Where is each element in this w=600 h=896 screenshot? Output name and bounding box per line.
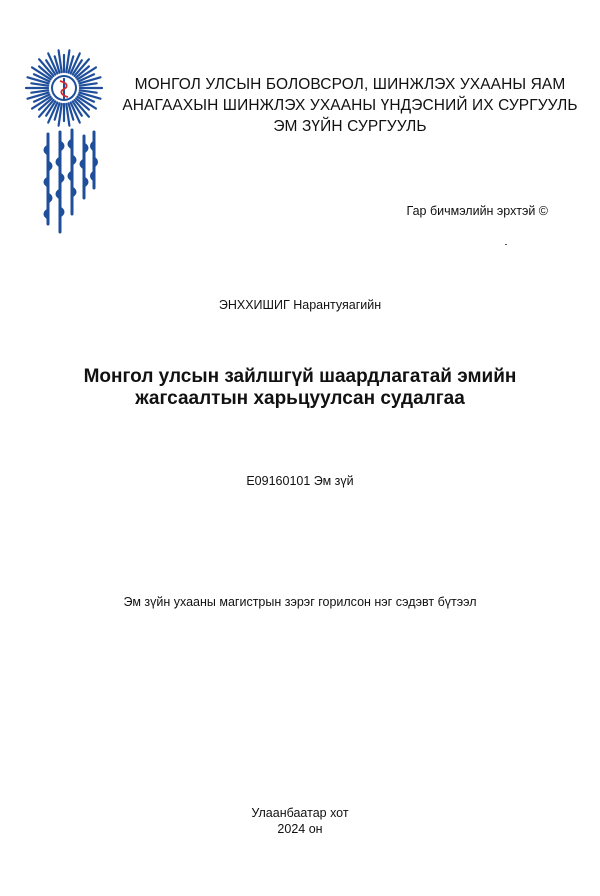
scan-speck: [505, 244, 507, 245]
ministry-name: МОНГОЛ УЛСЫН БОЛОВСРОЛ, ШИНЖЛЭХ УХААНЫ ЯАМ: [134, 76, 566, 93]
university-name: АНАГААХЫН ШИНЖЛЭХ УХААНЫ ҮНДЭСНИЙ ИХ СУРГУУЛЬ: [122, 97, 578, 114]
university-logo-icon: [24, 48, 104, 128]
specialty-code: Е09160101 Эм зүй: [246, 474, 354, 488]
thesis-title-line-2: жагсаалтын харьцуулсан судалгаа: [135, 388, 465, 409]
place-and-year: [0, 805, 600, 837]
city: Улаанбаатар хот: [251, 806, 349, 820]
institution-header: [100, 74, 600, 137]
year: 2024 он: [277, 822, 323, 836]
thesis-title-line-1: Монгол улсын зайлшгүй шаардлагатай эмийн: [83, 366, 517, 387]
degree-statement: Эм зүйн ухааны магистрын зэрэг горилсон нэг сэдэвт бүтээл: [123, 595, 477, 609]
thesis-title: [0, 366, 600, 410]
mongolian-script-emblem: [36, 128, 100, 238]
rights-notice: Гар бичмэлийн эрхтэй ©: [406, 204, 548, 218]
author-name: ЭНХХИШИГ Нарантуяагийн: [218, 298, 382, 312]
school-name: ЭМ ЗҮЙН СУРГУУЛЬ: [273, 118, 427, 135]
